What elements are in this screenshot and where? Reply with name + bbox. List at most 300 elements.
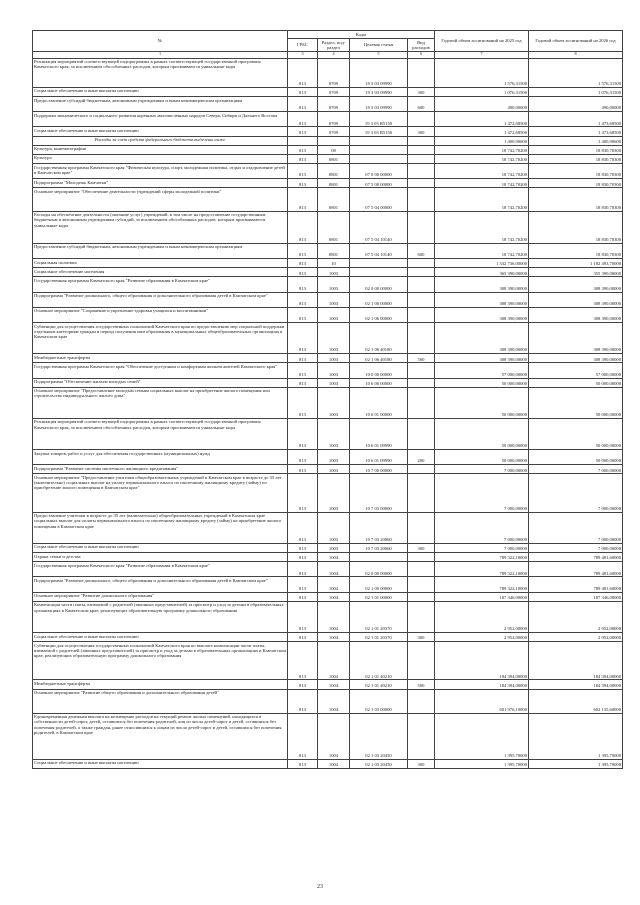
row-target: 19 3 03 09990 (350, 87, 408, 96)
row-name: Подпрограмма "Развитие дошкольного, общего образования и дополнительного образования детей в Камчатском крае" (33, 292, 288, 307)
row-target: 19 3 03 09990 (350, 96, 408, 111)
row-grbs: 813 (288, 543, 318, 552)
row-grbs: 813 (288, 87, 318, 96)
row-amount-2025: 7 000,00000 (435, 512, 529, 543)
table-row (33, 164, 623, 179)
row-section: 1003 (318, 465, 350, 474)
header-codes: Коды (288, 31, 435, 39)
row-amount-2025: 187 346,00000 (435, 592, 529, 601)
row-amount-2026: 18 830,70300 (529, 243, 623, 258)
row-amount-2026: 789 481,60000 (529, 553, 623, 562)
row-section: 10 (318, 259, 350, 268)
row-name: Культура (33, 154, 288, 163)
row-target (350, 145, 408, 154)
row-amount-2025: 57 000,00000 (435, 363, 529, 378)
table-row (33, 759, 623, 768)
row-amount-2025: 308 390,00000 (435, 277, 529, 292)
row-vid: 300 (408, 543, 435, 552)
row-target: 19 3 03 09990 (350, 58, 408, 87)
row-amount-2025: 2 952,00000 (435, 632, 529, 641)
row-grbs: 813 (288, 632, 318, 641)
row-grbs: 813 (288, 592, 318, 601)
table-row (33, 512, 623, 543)
row-amount-2026: 308 390,00000 (529, 277, 623, 292)
row-section: 1003 (318, 474, 350, 512)
row-amount-2025: 1 472,68500 (435, 127, 529, 136)
row-name: Единовременная денежная выплата на возмещение расходов на текущий ремонт жилых помещений, находящихся в собственности детей-сирот, детей, оставшихся без попечения родителей, лиц из числа детей-сирот и детей, оставшихся без попечения родителей, а также граждан, ранее относившихся к лицам из числа детей-сирот и детей, оставшихся без попечения родителей, в Камчатском крае (33, 713, 288, 759)
table-row (33, 680, 623, 689)
header-2025: Годовой объем ассигнований на 2025 год (435, 31, 529, 52)
table-row (33, 127, 623, 136)
row-amount-2025: 789 322,10000 (435, 562, 529, 577)
row-vid: 500 (408, 354, 435, 363)
row-amount-2026: 308 390,00000 (529, 354, 623, 363)
row-amount-2026: 308 390,00000 (529, 307, 623, 322)
row-section: 1004 (318, 562, 350, 577)
row-amount-2025: 1 400,90600 (435, 136, 529, 145)
row-amount-2025: 7 000,00000 (435, 474, 529, 512)
row-vid (408, 642, 435, 680)
row-grbs: 813 (288, 164, 318, 179)
row-target: 10 6 01 09990 (350, 418, 408, 449)
row-vid (408, 322, 435, 353)
row-amount-2026: 50 000,00000 (529, 450, 623, 465)
row-name: Основное мероприятие "Обеспечение деятельности учреждений сферы молодежной политики" (33, 188, 288, 211)
row-name: Основное мероприятие "Предоставление учителям общеобразовательных учреждений в Камчатском крае в возрасте до 35 лет (включительно) социальных выплат на уплату первоначального взноса по ипотечному жилищному кредиту (займу) по приобретение жилого помещения в Камчатском крае" (33, 474, 288, 512)
row-amount-2026: 308 390,00000 (529, 322, 623, 353)
row-vid (408, 418, 435, 449)
row-section: 1003 (318, 363, 350, 378)
table-row (33, 689, 623, 713)
row-section (318, 136, 350, 145)
row-grbs: 813 (288, 689, 318, 713)
row-amount-2025: 1 576,31500 (435, 58, 529, 87)
row-vid (408, 277, 435, 292)
header-2026: Годовой объем ассигнований на 2026 год (529, 31, 623, 52)
column-index: 4 (318, 51, 350, 58)
row-vid (408, 268, 435, 277)
row-section: 1003 (318, 277, 350, 292)
row-section: 0801 (318, 154, 350, 163)
row-grbs: 813 (288, 58, 318, 87)
row-amount-2025: 1 395,70000 (435, 713, 529, 759)
row-name: Культура, кинематография (33, 145, 288, 154)
row-vid (408, 553, 435, 562)
row-vid (408, 211, 435, 243)
row-name: Расходы за счет средств федерального бюджета выделены ниже (33, 136, 288, 145)
row-grbs: 813 (288, 642, 318, 680)
row-target (350, 268, 408, 277)
row-name: Подпрограмма "Молодежь Камчатки" (33, 179, 288, 188)
row-name: Основное мероприятие "Предоставление молодым семьям социальных выплат на приобретение жилого помещения или строительство индивидуального жилого дома" (33, 387, 288, 418)
row-amount-2026: 18 830,70300 (529, 164, 623, 179)
header-vid: Вид расходов (408, 39, 435, 52)
row-amount-2026: 1 395,70000 (529, 713, 623, 759)
row-section: 1004 (318, 577, 350, 592)
row-amount-2026: 2 952,00000 (529, 601, 623, 632)
row-section: 1003 (318, 450, 350, 465)
table-row (33, 211, 623, 243)
row-section: 1003 (318, 322, 350, 353)
row-vid (408, 363, 435, 378)
row-target: 07 5 00 00000 (350, 179, 408, 188)
header-target: Целевая статья (350, 39, 408, 52)
row-vid (408, 188, 435, 211)
row-amount-2025: 50 000,00000 (435, 418, 529, 449)
row-grbs: 813 (288, 243, 318, 258)
table-row (33, 418, 623, 449)
row-amount-2026: 18 830,70300 (529, 154, 623, 163)
row-target: 10 7 03 20060 (350, 543, 408, 552)
row-target: 02 1 06 40180 (350, 322, 408, 353)
row-name: Предоставление субсидий бюджетным, автономным учреждениям и иным некоммерческим организациям (33, 243, 288, 258)
row-section: 1004 (318, 680, 350, 689)
row-name: Подпрограмма "Обеспечение жильем молодых семей" (33, 378, 288, 387)
table-row (33, 713, 623, 759)
table-row (33, 188, 623, 211)
row-target: 02 1 01 40210 (350, 680, 408, 689)
row-name: Закупка товаров, работ и услуг для обеспечения государственных (муниципальных) нужд (33, 450, 288, 465)
table-row (33, 553, 623, 562)
row-grbs: 813 (288, 474, 318, 512)
row-vid (408, 164, 435, 179)
row-target: 10 0 00 00000 (350, 363, 408, 378)
row-section: 1004 (318, 689, 350, 713)
row-vid (408, 562, 435, 577)
row-name: Социальное обеспечение населения (33, 268, 288, 277)
row-target (350, 553, 408, 562)
row-amount-2026: 7 000,00000 (529, 543, 623, 552)
row-amount-2026: 490,00000 (529, 96, 623, 111)
row-name: Подпрограмма "Развитие системы ипотечного жилищного кредитования" (33, 465, 288, 474)
row-target: 02 1 01 20370 (350, 632, 408, 641)
row-target: 07 5 04 10140 (350, 243, 408, 258)
row-amount-2025: 1 395,70000 (435, 759, 529, 768)
row-grbs: 813 (288, 450, 318, 465)
column-index: 6 (408, 51, 435, 58)
row-amount-2026: 18 830,70300 (529, 188, 623, 211)
table-row (33, 307, 623, 322)
row-target: 19 3 03 R5150 (350, 112, 408, 127)
row-section: 1003 (318, 307, 350, 322)
table-row (33, 268, 623, 277)
row-amount-2026: 1 395,70000 (529, 759, 623, 768)
row-name: Социальная политика (33, 259, 288, 268)
row-amount-2025: 308 390,00000 (435, 354, 529, 363)
row-grbs: 813 (288, 179, 318, 188)
row-amount-2025: 18 742,70200 (435, 188, 529, 211)
row-amount-2026: 18 830,70300 (529, 145, 623, 154)
row-target: 10 6 01 00000 (350, 387, 408, 418)
row-name: Государственная программа Камчатского края "Развитие образования в Камчатском крае" (33, 562, 288, 577)
row-vid (408, 292, 435, 307)
row-grbs: 813 (288, 354, 318, 363)
row-vid (408, 465, 435, 474)
row-section: 0801 (318, 179, 350, 188)
row-section: 1004 (318, 632, 350, 641)
row-section: 1003 (318, 292, 350, 307)
table-row (33, 577, 623, 592)
row-grbs: 813 (288, 322, 318, 353)
row-vid: 600 (408, 96, 435, 111)
row-section: 0801 (318, 243, 350, 258)
row-amount-2026: 1 400,90600 (529, 136, 623, 145)
column-index-row (33, 51, 623, 58)
column-index: 7 (435, 51, 529, 58)
row-grbs: 813 (288, 713, 318, 759)
row-amount-2026: 2 952,00000 (529, 632, 623, 641)
table-row (33, 632, 623, 641)
row-grbs: 813 (288, 259, 318, 268)
row-amount-2025: 7 000,00000 (435, 543, 529, 552)
row-target (350, 154, 408, 163)
row-section: 1003 (318, 354, 350, 363)
row-name: Поддержка экономического и социального развития коренных малочисленных народов Севера, Сибири и Дальнего Востока (33, 112, 288, 127)
column-index: 5 (350, 51, 408, 58)
row-vid (408, 601, 435, 632)
row-name: Предоставление учителям в возрасте до 35 лет (включительно) общеобразовательных учреждений в Камчатском крае социальных выплат для оплаты первоначального взноса по ипотечному жилищному кредиту (займу) на приобретение жилого помещения в Камчатском крае (33, 512, 288, 543)
row-name: Основное мероприятие "Развитие дошкольного образования" (33, 592, 288, 601)
table-row (33, 322, 623, 353)
row-grbs: 813 (288, 127, 318, 136)
row-vid (408, 512, 435, 543)
row-name: Межбюджетные трансферты (33, 354, 288, 363)
row-name: Социальное обеспечение и иные выплаты населению (33, 632, 288, 641)
row-amount-2025: 1 472,68500 (435, 112, 529, 127)
row-grbs: 813 (288, 387, 318, 418)
row-vid (408, 179, 435, 188)
row-amount-2025: 789 322,10000 (435, 577, 529, 592)
row-amount-2025: 1 332 736,00000 (435, 259, 529, 268)
row-target: 02 1 06 40180 (350, 354, 408, 363)
row-section: 0709 (318, 87, 350, 96)
row-target: 02 1 03 20450 (350, 759, 408, 768)
row-vid (408, 387, 435, 418)
row-name: Реализация мероприятий соответствующей подпрограммы в рамках соответствующей государственной программы Камчатского края, за исключением обособленных расходов, которым присваиваются уникальные коды (33, 418, 288, 449)
row-target: 10 7 00 00000 (350, 465, 408, 474)
row-grbs: 813 (288, 154, 318, 163)
row-target: 10 6 00 00000 (350, 378, 408, 387)
row-target (350, 136, 408, 145)
row-section: 0801 (318, 188, 350, 211)
row-section: 1003 (318, 268, 350, 277)
row-vid: 200 (408, 450, 435, 465)
row-grbs: 813 (288, 562, 318, 577)
row-grbs: 813 (288, 363, 318, 378)
row-target: 07 5 04 00000 (350, 188, 408, 211)
row-amount-2026: 184 394,00000 (529, 642, 623, 680)
header-name: № (33, 31, 288, 52)
column-index: 8 (529, 51, 623, 58)
row-section: 0801 (318, 211, 350, 243)
row-amount-2025: 18 742,70200 (435, 164, 529, 179)
row-amount-2026: 1 576,31500 (529, 58, 623, 87)
row-vid (408, 145, 435, 154)
row-amount-2026: 50 000,00000 (529, 378, 623, 387)
row-name: Компенсация части платы, взимаемой с родителей (законных представителей) за присмотр и уход за детьми в образовательных организациях в Камчатском крае, реализующих образовательную программу дошкольного образования (33, 601, 288, 632)
row-amount-2025: 50 000,00000 (435, 378, 529, 387)
row-amount-2025: 789 322,10000 (435, 553, 529, 562)
table-row (33, 601, 623, 632)
row-target: 02 1 00 00000 (350, 577, 408, 592)
row-section: 1003 (318, 418, 350, 449)
row-target: 02 1 00 00000 (350, 292, 408, 307)
row-amount-2026: 1 076,31500 (529, 87, 623, 96)
row-section: 1003 (318, 378, 350, 387)
table-row (33, 277, 623, 292)
row-vid (408, 689, 435, 713)
row-amount-2026: 355 390,00000 (529, 268, 623, 277)
row-section: 1004 (318, 713, 350, 759)
row-section: 0709 (318, 96, 350, 111)
table-row (33, 378, 623, 387)
row-amount-2026: 50 000,00000 (529, 387, 623, 418)
row-amount-2025: 2 952,00000 (435, 601, 529, 632)
row-amount-2026: 7 000,00000 (529, 474, 623, 512)
row-name: Государственная программа Камчатского края "Физическая культура, спорт, молодежная политика, отдых и оздоровление детей в Камчатском крае" (33, 164, 288, 179)
row-amount-2026: 1 473,68500 (529, 127, 623, 136)
row-vid (408, 112, 435, 127)
row-vid: 300 (408, 87, 435, 96)
row-grbs: 813 (288, 680, 318, 689)
row-grbs: 813 (288, 465, 318, 474)
row-vid (408, 474, 435, 512)
budget-table-sheet (32, 30, 622, 769)
row-amount-2026: 789 481,60000 (529, 562, 623, 577)
row-amount-2026: 187 346,00000 (529, 592, 623, 601)
row-amount-2026: 602 135,60000 (529, 689, 623, 713)
table-row (33, 87, 623, 96)
row-section: 1004 (318, 592, 350, 601)
row-amount-2026: 1 473,68500 (529, 112, 623, 127)
table-row (33, 112, 623, 127)
row-name: Основное мероприятие "Сохранение и укрепление здоровья учащихся и воспитанников" (33, 307, 288, 322)
row-amount-2025: 18 742,70200 (435, 179, 529, 188)
row-target: 07 5 04 10140 (350, 211, 408, 243)
row-target: 02 1 06 00000 (350, 307, 408, 322)
row-name: Межбюджетные трансферты (33, 680, 288, 689)
row-name: Расходы на обеспечение деятельности (оказание услуг) учреждений, в том числе на предоставление государственным бюджетным и автономным учреждениям субсидий, за исключением обособленных расходов, которым присваиваются уникальные коды (33, 211, 288, 243)
row-name: Социальное обеспечение и иные выплаты населению (33, 127, 288, 136)
table-row (33, 592, 623, 601)
table-row (33, 354, 623, 363)
row-section: 1003 (318, 387, 350, 418)
row-target: 02 1 01 00000 (350, 592, 408, 601)
row-target: 02 1 03 20450 (350, 713, 408, 759)
row-section: 0801 (318, 164, 350, 179)
row-name: Государственная программа Камчатского края "Развитие образования в Камчатском крае" (33, 277, 288, 292)
row-target: 10 7 03 20060 (350, 512, 408, 543)
row-amount-2025: 18 742,70200 (435, 211, 529, 243)
row-grbs: 813 (288, 292, 318, 307)
table-row (33, 387, 623, 418)
row-target: 19 3 03 R5150 (350, 127, 408, 136)
row-section: 1004 (318, 553, 350, 562)
row-amount-2025: 50 000,00000 (435, 450, 529, 465)
row-amount-2026: 18 830,70300 (529, 211, 623, 243)
row-vid (408, 58, 435, 87)
row-amount-2026: 57 000,00000 (529, 363, 623, 378)
row-grbs: 813 (288, 307, 318, 322)
row-amount-2026: 789 481,60000 (529, 577, 623, 592)
row-grbs: 813 (288, 512, 318, 543)
row-vid: 500 (408, 680, 435, 689)
row-vid (408, 307, 435, 322)
row-target: 10 7 03 00000 (350, 474, 408, 512)
row-grbs: 813 (288, 96, 318, 111)
row-target: 02 1 03 00000 (350, 689, 408, 713)
row-vid (408, 378, 435, 387)
row-amount-2025: 50 000,00000 (435, 387, 529, 418)
row-grbs (288, 136, 318, 145)
row-amount-2026: 308 390,00000 (529, 292, 623, 307)
column-index: 1 (33, 51, 288, 58)
row-amount-2025: 308 390,00000 (435, 307, 529, 322)
row-section: 1004 (318, 601, 350, 632)
table-row (33, 154, 623, 163)
row-grbs: 813 (288, 418, 318, 449)
row-grbs: 813 (288, 211, 318, 243)
table-row (33, 136, 623, 145)
row-section: 0709 (318, 127, 350, 136)
row-vid (408, 577, 435, 592)
row-vid: 300 (408, 632, 435, 641)
row-name: Государственная программа Камчатского края "Обеспечение доступным и комфортным жильем жителей Камчатского края" (33, 363, 288, 378)
table-row (33, 465, 623, 474)
row-amount-2025: 184 394,00000 (435, 642, 529, 680)
row-section: 1003 (318, 543, 350, 552)
header-section: Раздел, под-раздел (318, 39, 350, 52)
row-target: 02 0 00 00000 (350, 562, 408, 577)
table-row (33, 179, 623, 188)
table-row (33, 58, 623, 87)
row-amount-2025: 18 742,70200 (435, 145, 529, 154)
row-amount-2025: 308 390,00000 (435, 322, 529, 353)
table-row (33, 259, 623, 268)
row-amount-2025: 1 076,31500 (435, 87, 529, 96)
row-vid (408, 136, 435, 145)
table-row (33, 363, 623, 378)
row-name: Социальное обеспечение и иные выплаты населению (33, 759, 288, 768)
row-name: Субвенции для осуществления государственных полномочий Камчатского края по предоставлению мер социальной поддержки отдельным категориям граждан в период получения ими образования в муниципальных общеобразовательных организациях в Камчатском крае (33, 322, 288, 353)
row-target: 10 6 01 09990 (350, 450, 408, 465)
table-row (33, 474, 623, 512)
row-name: Социальное обеспечение и иные выплаты населению (33, 87, 288, 96)
row-vid (408, 592, 435, 601)
row-amount-2025: 18 742,70200 (435, 154, 529, 163)
row-vid (408, 154, 435, 163)
row-amount-2025: 490,00000 (435, 96, 529, 111)
row-section: 0709 (318, 112, 350, 127)
row-name: Социальное обеспечение и иные выплаты населению (33, 543, 288, 552)
row-amount-2025: 184 394,00000 (435, 680, 529, 689)
row-name: Предоставление субсидий бюджетным, автономным учреждениям и иным некоммерческим организациям (33, 96, 288, 111)
row-amount-2025: 308 390,00000 (435, 292, 529, 307)
row-section: 08 (318, 145, 350, 154)
row-target: 07 0 00 00000 (350, 164, 408, 179)
row-amount-2026: 50 000,00000 (529, 418, 623, 449)
row-vid: 600 (408, 243, 435, 258)
row-target: 02 0 00 00000 (350, 277, 408, 292)
row-grbs: 813 (288, 112, 318, 127)
row-amount-2026: 184 394,00000 (529, 680, 623, 689)
row-name: Охрана семьи и детства (33, 553, 288, 562)
row-section: 1004 (318, 642, 350, 680)
row-grbs: 813 (288, 145, 318, 154)
row-grbs: 813 (288, 759, 318, 768)
table-row (33, 450, 623, 465)
row-target (350, 259, 408, 268)
